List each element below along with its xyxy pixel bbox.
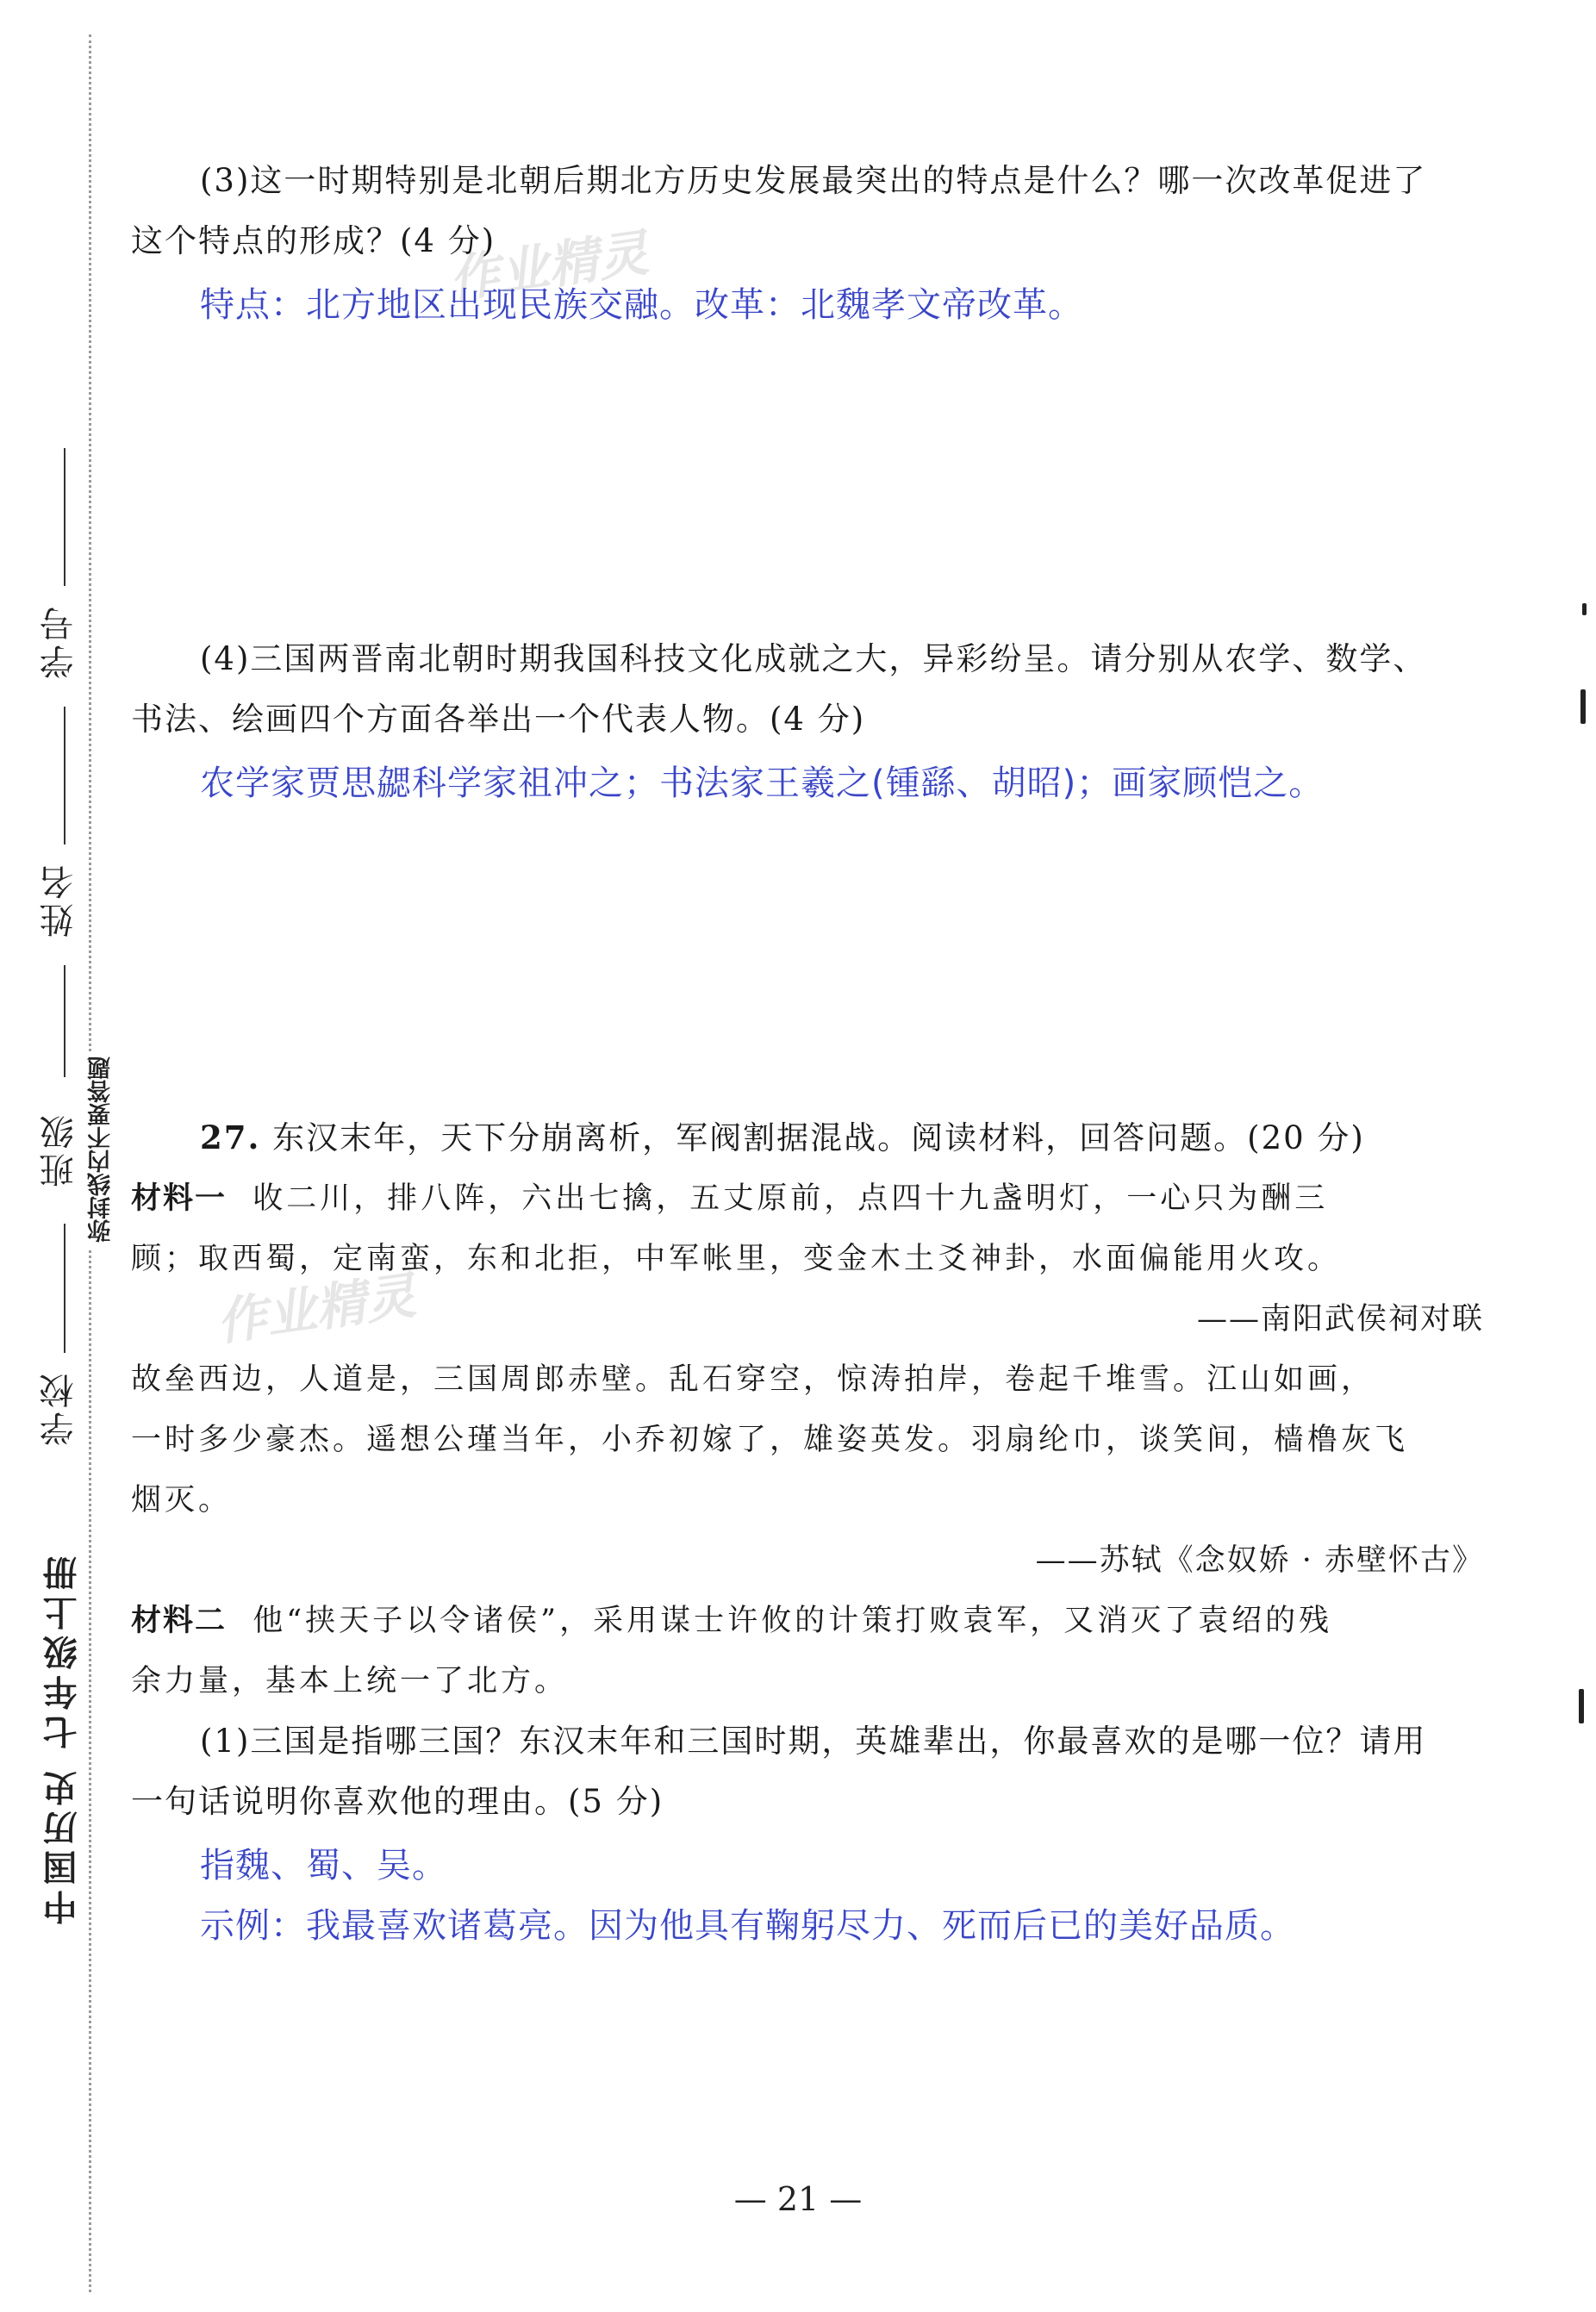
- question-text: 这个特点的形成？(4 分): [131, 222, 496, 259]
- scan-mark: [1579, 1689, 1584, 1723]
- question-text: (4)三国两晋南北朝时期我国科技文化成就之大，异彩纷呈。请分别从农学、数学、: [200, 640, 1427, 677]
- question-27: [131, 1107, 1484, 1956]
- school-label: 学校: [40, 1370, 79, 1446]
- handwritten-answer: 示例：我最喜欢诸葛亮。因为他具有鞠躬尽力、死而后已的美好品质。: [200, 1906, 1295, 1946]
- material-1-text: 顾；取西蜀，定南蛮，东和北拒，中军帐里，变金木土爻神卦，水面偏能用火攻。: [131, 1242, 1342, 1276]
- material-2-text: 余力量，基本上统一了北方。: [131, 1664, 569, 1698]
- question-26-part-3: [131, 151, 1484, 335]
- poem-text: 故垒西边，人道是，三国周郎赤壁。乱石穿空，惊涛拍岸，卷起千堆雪。江山如画，: [131, 1362, 1375, 1397]
- poem-text: 烟灭。: [131, 1483, 233, 1517]
- material-1-label: 材料一: [131, 1181, 228, 1216]
- school-underline: [64, 1224, 65, 1353]
- name-underline: [64, 707, 65, 844]
- scan-mark: [1580, 689, 1586, 724]
- poem-text: 一时多少豪杰。遥想公瑾当年，小乔初嫁了，雄姿英发。羽扇纶巾，谈笑间，樯橹灰飞: [131, 1423, 1409, 1457]
- seal-line-note: 弥封线内不要答题: [84, 1051, 118, 1248]
- question-text: (3)这一时期特别是北朝后期北方历史发展最突出的特点是什么？哪一次改革促进了: [200, 162, 1427, 199]
- question-stem: 27. 东汉末年，天下分崩离析，军阀割据混战。阅读材料，回答问题。(20 分): [200, 1119, 1365, 1156]
- poem-source: ——苏轼《念奴娇 · 赤壁怀古》: [1035, 1543, 1484, 1578]
- class-underline: [64, 965, 65, 1077]
- name-label: 姓名: [40, 862, 79, 938]
- question-27-part-1: (1)三国是指哪三国？东汉末年和三国时期，英雄辈出，你最喜欢的是哪一位？请用: [200, 1723, 1427, 1760]
- material-1-text: 材料一 收二川，排八阵，六出七擒，五丈原前，点四十九盏明灯，一心只为酬三: [131, 1181, 1329, 1216]
- student-id-label: 学号: [40, 603, 79, 679]
- handwritten-answer: 特点：北方地区出现民族交融。改革：北魏孝文帝改革。: [200, 285, 1083, 325]
- scan-mark: [1582, 603, 1587, 615]
- watermark: 作业精灵: [213, 1266, 420, 1352]
- question-27-part-1: 一句话说明你喜欢他的理由。(5 分): [131, 1783, 664, 1820]
- handwritten-answer: 农学家贾思勰科学家祖冲之；书法家王羲之(锺繇、胡昭)；画家顾恺之。: [200, 763, 1325, 803]
- book-title: 中国历史 七年级上册: [43, 1551, 83, 1925]
- question-number: 27.: [200, 1119, 261, 1156]
- question-26-part-4: [131, 629, 1484, 813]
- page-number: — 21 —: [733, 2180, 863, 2218]
- watermark: 作业精灵: [446, 223, 652, 309]
- material-2-label: 材料二: [131, 1604, 228, 1638]
- question-text: 书法、绘画四个方面各举出一个代表人物。(4 分): [131, 701, 866, 738]
- material-1-source: ——南阳武侯祠对联: [1196, 1302, 1484, 1337]
- student-id-underline: [64, 448, 65, 586]
- material-2-text: 材料二 他“挟天子以令诸侯”，采用谋士许攸的计策打败袁军，又消灭了袁绍的残: [131, 1604, 1333, 1638]
- class-label: 班级: [40, 1112, 79, 1187]
- handwritten-answer: 指魏、蜀、吴。: [200, 1846, 447, 1885]
